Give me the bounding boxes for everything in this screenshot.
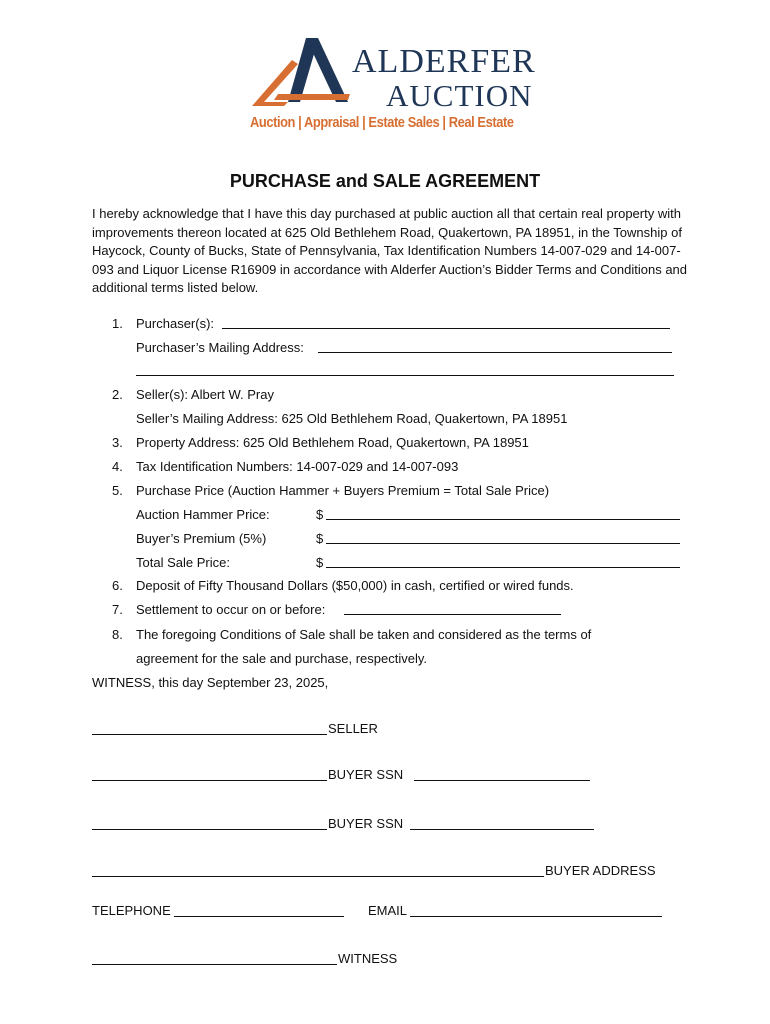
hammer-price-field[interactable] bbox=[326, 519, 680, 520]
property-address-text: Property Address: 625 Old Bethlehem Road, Quakertown, PA 18951 bbox=[136, 435, 529, 450]
item-number-4: 4. bbox=[112, 459, 123, 474]
hammer-dollar-sign: $ bbox=[316, 507, 324, 522]
email-field[interactable] bbox=[410, 916, 662, 917]
logo-tagline: Auction | Appraisal | Estate Sales | Real Estate bbox=[250, 114, 514, 131]
purchase-price-text: Purchase Price (Auction Hammer + Buyers Premium = Total Sale Price) bbox=[136, 483, 550, 498]
buyer-signature-field-2[interactable] bbox=[92, 829, 327, 830]
conditions-text-1: The foregoing Conditions of Sale shall be taken and considered as the terms of bbox=[136, 627, 592, 642]
buyer-ssn-field-1[interactable] bbox=[414, 780, 590, 781]
purchaser-mailing-field[interactable] bbox=[318, 352, 672, 353]
seller-text: Seller(s): Albert W. Pray bbox=[136, 387, 274, 402]
item-number-5: 5. bbox=[112, 483, 123, 498]
logo-line-1: ALDERFER bbox=[352, 43, 536, 80]
buyer-ssn-label-2: BUYER SSN bbox=[328, 816, 404, 831]
witness-date-text: WITNESS, this day September 23, 2025, bbox=[92, 675, 329, 690]
buyers-premium-label: Buyer’s Premium (5%) bbox=[136, 531, 267, 546]
telephone-label: TELEPHONE bbox=[92, 903, 171, 918]
buyer-address-field[interactable] bbox=[92, 876, 544, 877]
buyer-address-label: BUYER ADDRESS bbox=[545, 863, 656, 878]
total-sale-price-label: Total Sale Price: bbox=[136, 555, 230, 570]
tax-id-text: Tax Identification Numbers: 14-007-029 and 14-007-093 bbox=[136, 459, 459, 474]
premium-dollar-sign: $ bbox=[316, 531, 324, 546]
alderfer-logo bbox=[248, 34, 536, 138]
item-number-2: 2. bbox=[112, 387, 123, 402]
total-dollar-sign: $ bbox=[316, 555, 324, 570]
item-number-7: 7. bbox=[112, 602, 123, 617]
conditions-text-2: agreement for the sale and purchase, respectively. bbox=[136, 651, 427, 666]
settlement-date-field[interactable] bbox=[344, 614, 561, 615]
deposit-text: Deposit of Fifty Thousand Dollars ($50,000) in cash, certified or wired funds. bbox=[136, 578, 574, 593]
item-number-3: 3. bbox=[112, 435, 123, 450]
seller-mailing-text: Seller’s Mailing Address: 625 Old Bethlehem Road, Quakertown, PA 18951 bbox=[136, 411, 568, 426]
email-label: EMAIL bbox=[368, 903, 408, 918]
seller-signature-field[interactable] bbox=[92, 734, 327, 735]
purchaser-label: Purchaser(s): bbox=[136, 316, 215, 331]
witness-signature-field[interactable] bbox=[92, 964, 337, 965]
buyer-signature-field-1[interactable] bbox=[92, 780, 327, 781]
buyers-premium-field[interactable] bbox=[326, 543, 680, 544]
buyer-ssn-label-1: BUYER SSN bbox=[328, 767, 404, 782]
seller-signature-label: SELLER bbox=[328, 721, 378, 736]
purchaser-mailing-field-2[interactable] bbox=[136, 375, 674, 376]
settlement-label: Settlement to occur on or before: bbox=[136, 602, 326, 617]
hammer-price-label: Auction Hammer Price: bbox=[136, 507, 270, 522]
logo-line-2: AUCTION bbox=[386, 78, 533, 113]
page-title: PURCHASE and SALE AGREEMENT bbox=[229, 171, 541, 191]
purchaser-mailing-label: Purchaser’s Mailing Address: bbox=[136, 340, 304, 355]
item-number-1: 1. bbox=[112, 316, 123, 331]
purchaser-field[interactable] bbox=[222, 328, 670, 329]
witness-signature-label: WITNESS bbox=[338, 951, 398, 966]
buyer-ssn-field-2[interactable] bbox=[410, 829, 594, 830]
intro-paragraph: I hereby acknowledge that I have this day purchased at public auction all that certain real property with improvements thereon located at 625 Old Bethlehem Road, Quakertown, PA 18951, in the Township of Haycock, County of Bucks, State of Pennsylvania, Tax Identification Numbers 14-007-029 and 14-007-093 and Liquor License R16909 in accordance with Alderfer Auction’s Bidder Terms and Conditions and additional terms listed below. bbox=[92, 206, 688, 295]
item-number-8: 8. bbox=[112, 627, 123, 642]
total-sale-price-field[interactable] bbox=[326, 567, 680, 568]
item-number-6: 6. bbox=[112, 578, 123, 593]
telephone-field[interactable] bbox=[174, 916, 344, 917]
